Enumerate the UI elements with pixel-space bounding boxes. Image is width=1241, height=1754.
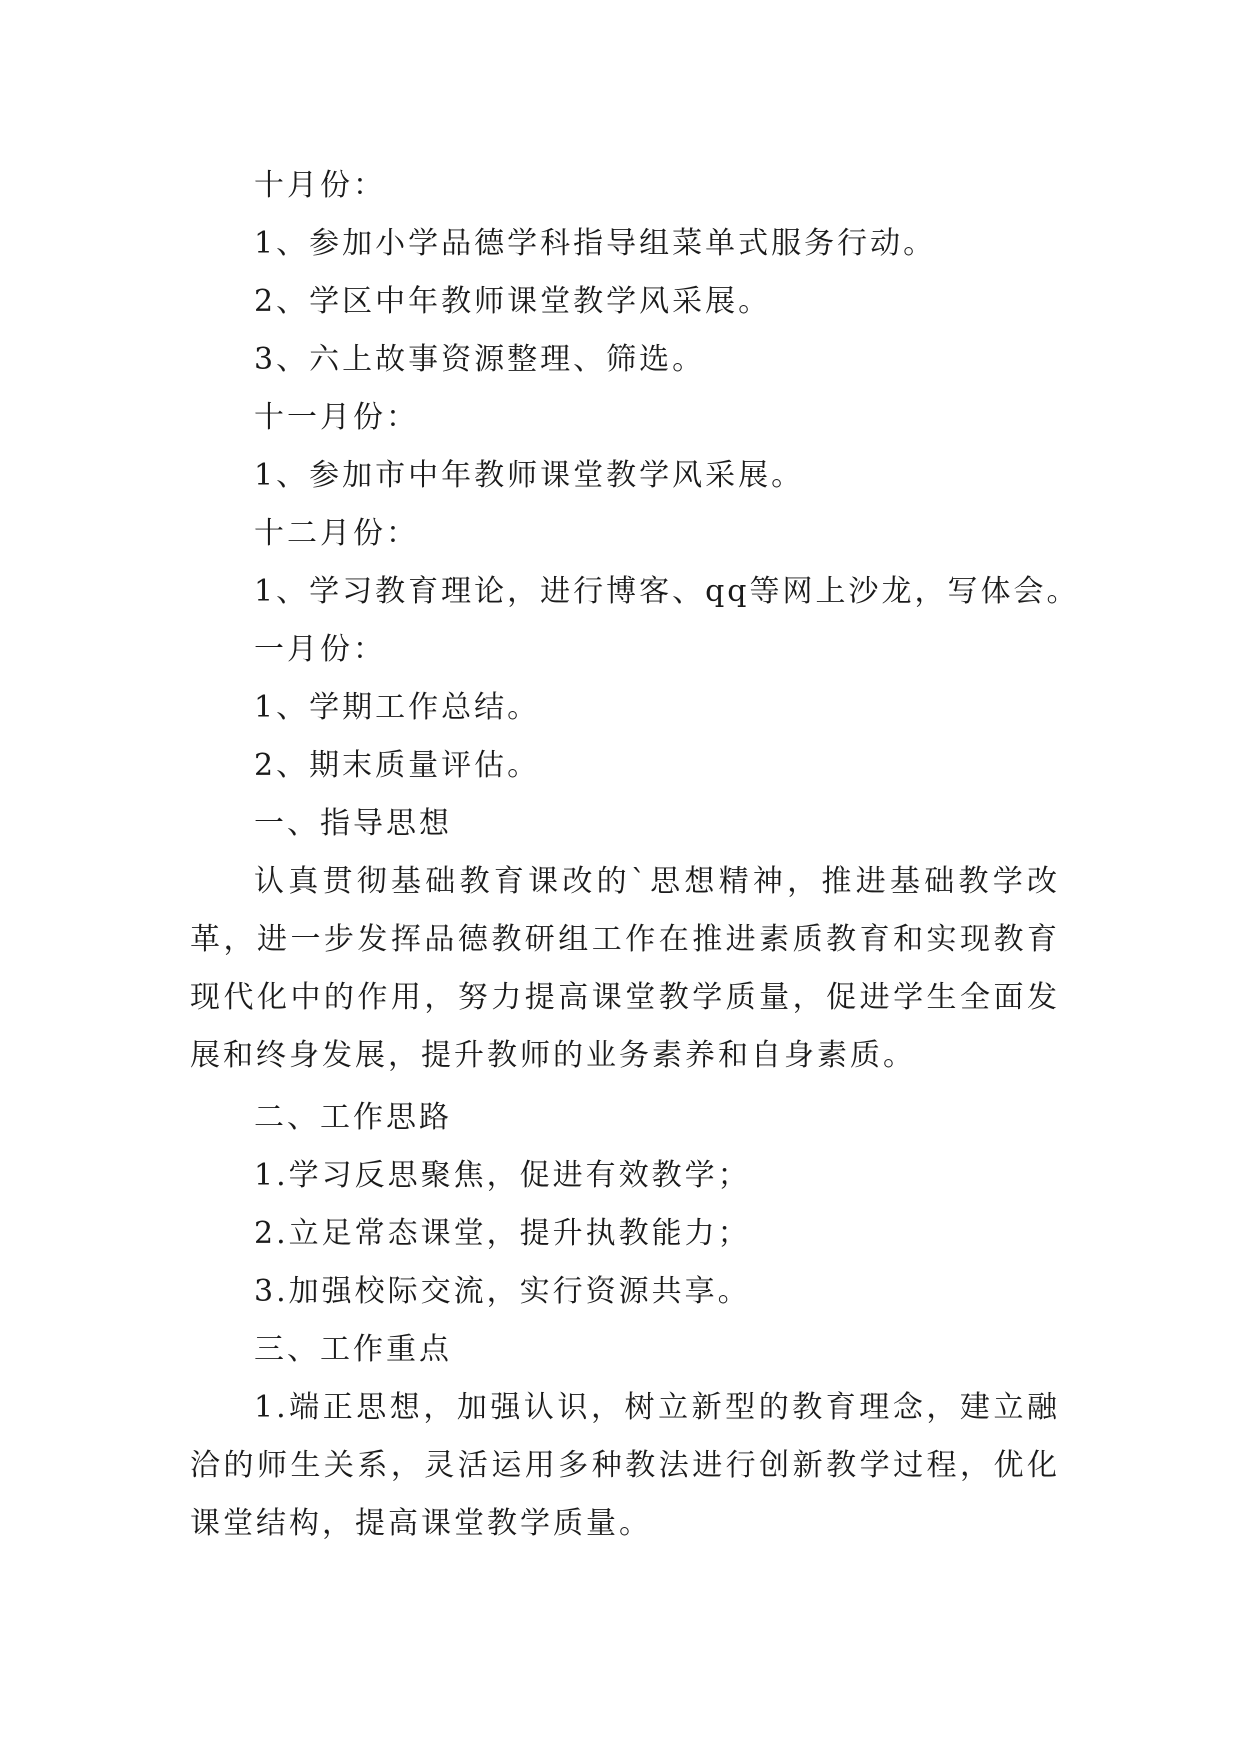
- list-item: 2、学区中年教师课堂教学风采展。: [254, 284, 772, 319]
- section-heading-guiding-thought: 一、指导思想: [254, 806, 452, 841]
- month-heading-january: 一月份：: [254, 632, 386, 667]
- guiding-thought-paragraph: 认真贯彻基础教育课改的`思想精神，推进基础教学改革，进一步发挥品德教研组工作在推进素质教育和实现教育现代化中的作用，努力提高课堂教学质量，促进学生全面发展和终身发展，提升教师的业务素养和自身素质。: [190, 864, 1060, 1073]
- section-heading-work-approach: 二、工作思路: [254, 1100, 452, 1135]
- section-heading-work-focus: 三、工作重点: [254, 1332, 452, 1367]
- document-body: [190, 157, 1080, 1553]
- list-item: 3、六上故事资源整理、筛选。: [254, 342, 706, 377]
- list-item: 1、学习教育理论，进行博客、qq等网上沙龙，写体会。: [254, 574, 1080, 609]
- work-focus-paragraph: 1.端正思想，加强认识，树立新型的教育理念，建立融洽的师生关系，灵活运用多种教法进行创新教学过程，优化课堂结构，提高课堂教学质量。: [190, 1390, 1060, 1541]
- month-heading-november: 十一月份：: [254, 400, 419, 435]
- list-item: 1、参加市中年教师课堂教学风采展。: [254, 458, 805, 493]
- month-heading-december: 十二月份：: [254, 516, 419, 551]
- list-item: 2、期末质量评估。: [254, 748, 541, 783]
- list-item: 1、参加小学品德学科指导组菜单式服务行动。: [254, 226, 937, 261]
- list-item: 2.立足常态课堂，提升执教能力；: [254, 1216, 751, 1251]
- month-heading-october: 十月份：: [254, 168, 386, 203]
- list-item: 1、学期工作总结。: [254, 690, 541, 725]
- list-item: 1.学习反思聚焦，促进有效教学；: [254, 1158, 751, 1193]
- list-item: 3.加强校际交流，实行资源共享。: [254, 1274, 751, 1309]
